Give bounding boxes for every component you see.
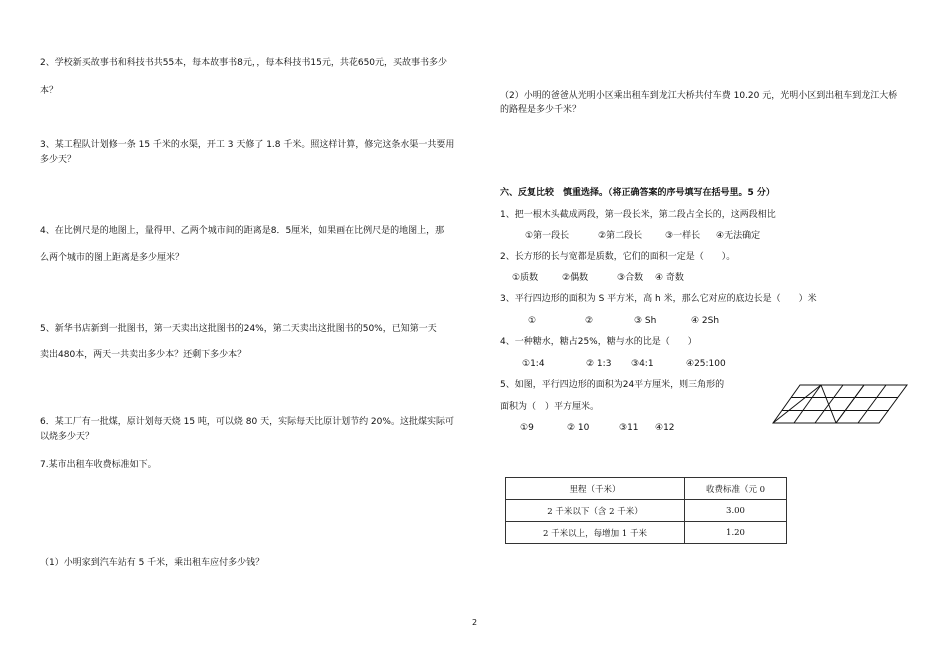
triangle-side-b xyxy=(821,385,836,423)
page-number: 2 xyxy=(472,618,478,627)
question-6-line1: 6．某工厂有一批煤，原计划每天烧 15 吨，可以烧 80 天，实际每天比原计划节约 20%。这批煤实际可 xyxy=(40,417,454,427)
choice-1-option-1: ①第一段长 xyxy=(525,231,570,241)
question-5-line1: 5、新华书店新到一批图书，第一天卖出这批图书的24%，第二天卖出这批图书的50%，已知第一天 xyxy=(40,324,437,334)
table-header-distance: 里程（千米） xyxy=(506,478,685,500)
choice-1-question: 1、把一根木头截成两段，第一段长米，第二段占全长的，这两段相比 xyxy=(500,210,776,220)
choice-4-option-4: ④25:100 xyxy=(686,359,726,369)
choice-5-question-line2: 面积为（ ）平方厘米。 xyxy=(500,402,600,412)
table-row xyxy=(506,500,787,522)
choice-5-option-1: ①9 xyxy=(520,423,534,433)
choice-2-option-3: ③合数 xyxy=(617,273,644,283)
question-3-line1: 3、某工程队计划修一条 15 千米的水渠，开工 3 天修了 1.8 千米。照这样计算，修完这条水渠一共要用 xyxy=(40,140,455,150)
choice-3-option-3: ③ Sh xyxy=(634,316,657,326)
choice-2-question: 2、长方形的长与宽都是质数，它们的面积一定是（ ）。 xyxy=(500,252,736,262)
question-4-line1: 4、在比例尺是的地图上，量得甲、乙两个城市间的距离是8．5厘米，如果画在比例尺是的地图上，那 xyxy=(40,226,445,236)
table-cell: 1.20 xyxy=(685,522,787,544)
choice-2-option-2: ②偶数 xyxy=(562,273,589,283)
choice-4-question: 4、一种糖水，糖占25%，糖与水的比是（ ） xyxy=(500,337,697,347)
choice-2-option-4: ④ 奇数 xyxy=(655,273,684,283)
choice-1-option-2: ②第二段长 xyxy=(598,231,643,241)
taxi-fee-table xyxy=(505,477,787,544)
question-6-line2: 以烧多少天？ xyxy=(40,432,95,442)
table-cell: 3.00 xyxy=(685,500,787,522)
choice-5-option-3: ③11 xyxy=(619,423,639,433)
choice-5-options xyxy=(500,422,800,434)
table-cell: 2 千米以上，每增加 1 千米 xyxy=(506,522,685,544)
question-3-line2: 多少天？ xyxy=(40,155,77,165)
question-7-part-2-line2: 的路程是多少千米？ xyxy=(500,105,582,115)
choice-4-option-2: ② 1:3 xyxy=(586,359,612,369)
choice-3-option-2: ② xyxy=(585,316,594,326)
choice-4-option-1: ①1:4 xyxy=(522,359,545,369)
question-7-part-1: （1）小明家到汽车站有 5 千米，乘出租车应付多少钱？ xyxy=(40,558,265,568)
choice-5-option-4: ④12 xyxy=(655,423,675,433)
choice-5-question-line1: 5、如图，平行四边形的面积为24平方厘米，则三角形的 xyxy=(500,380,725,390)
question-7: 7.某市出租车收费标准如下。 xyxy=(40,460,157,470)
question-2-line2: 本？ xyxy=(40,86,59,96)
choice-1-option-4: ④无法确定 xyxy=(716,231,761,241)
question-7-part-2-line1: （2）小明的爸爸从光明小区乘出租车到龙江大桥共付车费 10.20 元，光明小区到出租车到龙江大桥 xyxy=(500,91,898,101)
choice-3-option-4: ④ 2Sh xyxy=(691,316,720,326)
table-header-row xyxy=(506,478,787,500)
choice-2-options xyxy=(500,272,800,284)
table-row xyxy=(506,522,787,544)
table-header-fee: 收费标准（元 0 xyxy=(685,478,787,500)
choice-3-question: 3、平行四边形的面积为 S 平方米，高 h 米，那么它对应的底边长是（ ）米 xyxy=(500,294,817,304)
grid-line-v1 xyxy=(794,385,821,423)
choice-3-option-1: ① xyxy=(528,316,537,326)
choice-1-options xyxy=(500,230,800,242)
question-2-line1: 2、学校新买故事书和科技书共55本，每本故事书8元，，每本科技书15元，共花650元，买故事书多少 xyxy=(40,58,448,68)
section-6-heading: 六、反复比较 慎重选择。（将正确答案的序号填写在括号里。5 分） xyxy=(500,188,775,198)
question-5-line2: 卖出480本，两天一共卖出多少本？还剩下多少本？ xyxy=(40,350,247,360)
choice-1-option-3: ③一样长 xyxy=(665,231,701,241)
choice-2-option-1: ①质数 xyxy=(512,273,539,283)
table-cell: 2 千米以下（含 2 千米） xyxy=(506,500,685,522)
grid-line-v4 xyxy=(858,385,886,423)
choice-3-options xyxy=(500,315,800,327)
triangle-side-c xyxy=(836,385,864,423)
choice-4-options xyxy=(500,358,800,370)
triangle-side-a xyxy=(773,385,821,423)
choice-5-option-2: ② 10 xyxy=(567,423,590,433)
question-4-line2: 么两个城市的图上距离是多少厘米？ xyxy=(40,253,185,263)
parallelogram-figure xyxy=(772,383,912,427)
choice-4-option-3: ③4:1 xyxy=(631,359,654,369)
